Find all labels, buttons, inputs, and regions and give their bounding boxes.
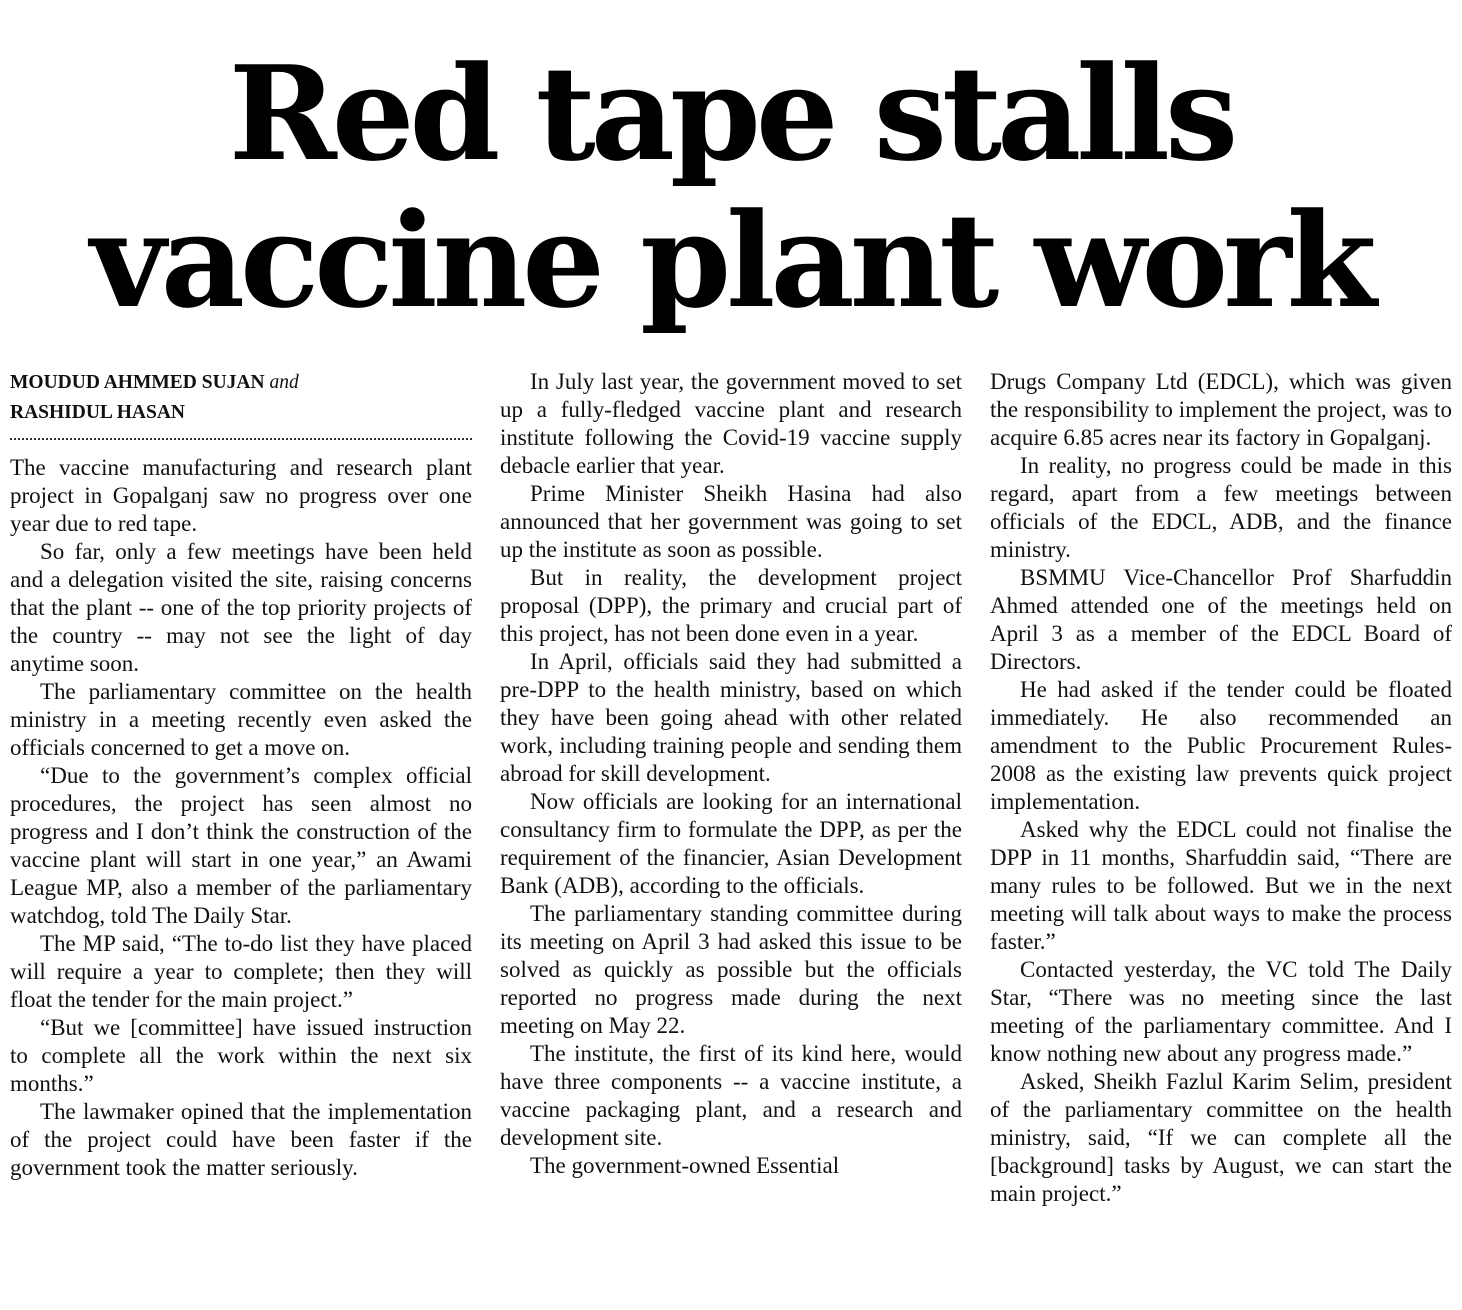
paragraph: He had asked if the tender could be floated immediately. He also recommended an amendment to the Public Procurement Rules-2008 as the existing law prevents quick project implementation. (990, 677, 1452, 814)
paragraph: The parliamentary committee on the health ministry in a meeting recently even asked the officials concerned to get a move on. (10, 679, 472, 760)
paragraph: Now officials are looking for an international consultancy firm to formulate the DPP, as per the requirement of the financier, Asian Development Bank (ADB), according to the officials. (500, 789, 962, 898)
paragraph: In reality, no progress could be made in this regard, apart from a few meetings between officials of the EDCL, ADB, and the finance ministry. (990, 453, 1452, 562)
byline-author-1: MOUDUD AHMMED SUJAN (10, 372, 265, 393)
article-column-1 (10, 368, 472, 1303)
paragraph: The parliamentary standing committee during its meeting on April 3 had asked this issue to be solved as quickly as possible but the officials reported no progress made during the next meeting on May 22. (500, 901, 962, 1038)
byline (10, 368, 472, 440)
paragraph: In April, officials said they had submitted a pre-DPP to the health ministry, based on which they have been going ahead with other related work, including training people and sending them abroad for skill development. (500, 649, 962, 786)
paragraph: In July last year, the government moved to set up a fully-fledged vaccine plant and research institute following the Covid-19 vaccine supply debacle earlier that year. (500, 369, 962, 478)
paragraph: The MP said, “The to-do list they have placed will require a year to complete; then they will float the tender for the main project.” (10, 931, 472, 1012)
paragraph: So far, only a few meetings have been held and a delegation visited the site, raising concerns that the plant -- one of the top priority projects of the country -- may not see the light of day anytime soon. (10, 539, 472, 676)
paragraph: Prime Minister Sheikh Hasina had also announced that her government was going to set up the institute as soon as possible. (500, 481, 962, 562)
article-column-2 (500, 368, 962, 1303)
paragraph: “But we [committee] have issued instruction to complete all the work within the next six months.” (10, 1015, 472, 1096)
headline-line-1: Red tape stalls (228, 37, 1234, 190)
article-column-3 (990, 368, 1452, 1303)
paragraph: The institute, the first of its kind here, would have three components -- a vaccine institute, a vaccine packaging plant, and a research and development site. (500, 1041, 962, 1150)
paragraph: “Due to the government’s complex official procedures, the project has seen almost no progress and I don’t think the construction of the vaccine plant will start in one year,” an Awami League MP, also a member of the parliamentary watchdog, told The Daily Star. (10, 763, 472, 928)
byline-author-2: RASHIDUL HASAN (10, 402, 185, 423)
paragraph: But in reality, the development project proposal (DPP), the primary and crucial part of this project, has not been done even in a year. (500, 565, 962, 646)
paragraph: Asked, Sheikh Fazlul Karim Selim, president of the parliamentary committee on the health ministry, said, “If we can complete all the [background] tasks by August, we can start the main project.” (990, 1069, 1452, 1206)
headline (0, 37, 1462, 337)
paragraph: BSMMU Vice-Chancellor Prof Sharfuddin Ahmed attended one of the meetings held on April 3 as a member of the EDCL Board of Directors. (990, 565, 1452, 674)
paragraph-continued: Drugs Company Ltd (EDCL), which was given the responsibility to implement the project, was to acquire 6.85 acres near its factory in Gopalganj. (990, 369, 1452, 450)
byline-conjunction: and (269, 372, 299, 393)
headline-line-2: vaccine plant work (90, 184, 1372, 337)
paragraph: The vaccine manufacturing and research plant project in Gopalganj saw no progress over one year due to red tape. (10, 455, 472, 536)
paragraph: Asked why the EDCL could not finalise the DPP in 11 months, Sharfuddin said, “There are many rules to be followed. But we in the next meeting will talk about ways to make the process faster.” (990, 817, 1452, 954)
paragraph: The lawmaker opined that the implementation of the project could have been faster if the government took the matter seriously. (10, 1099, 472, 1180)
paragraph: Contacted yesterday, the VC told The Daily Star, “There was no meeting since the last meeting of the parliamentary committee. And I know nothing new about any progress made.” (990, 957, 1452, 1066)
paragraph: The government-owned Essential (530, 1153, 840, 1178)
